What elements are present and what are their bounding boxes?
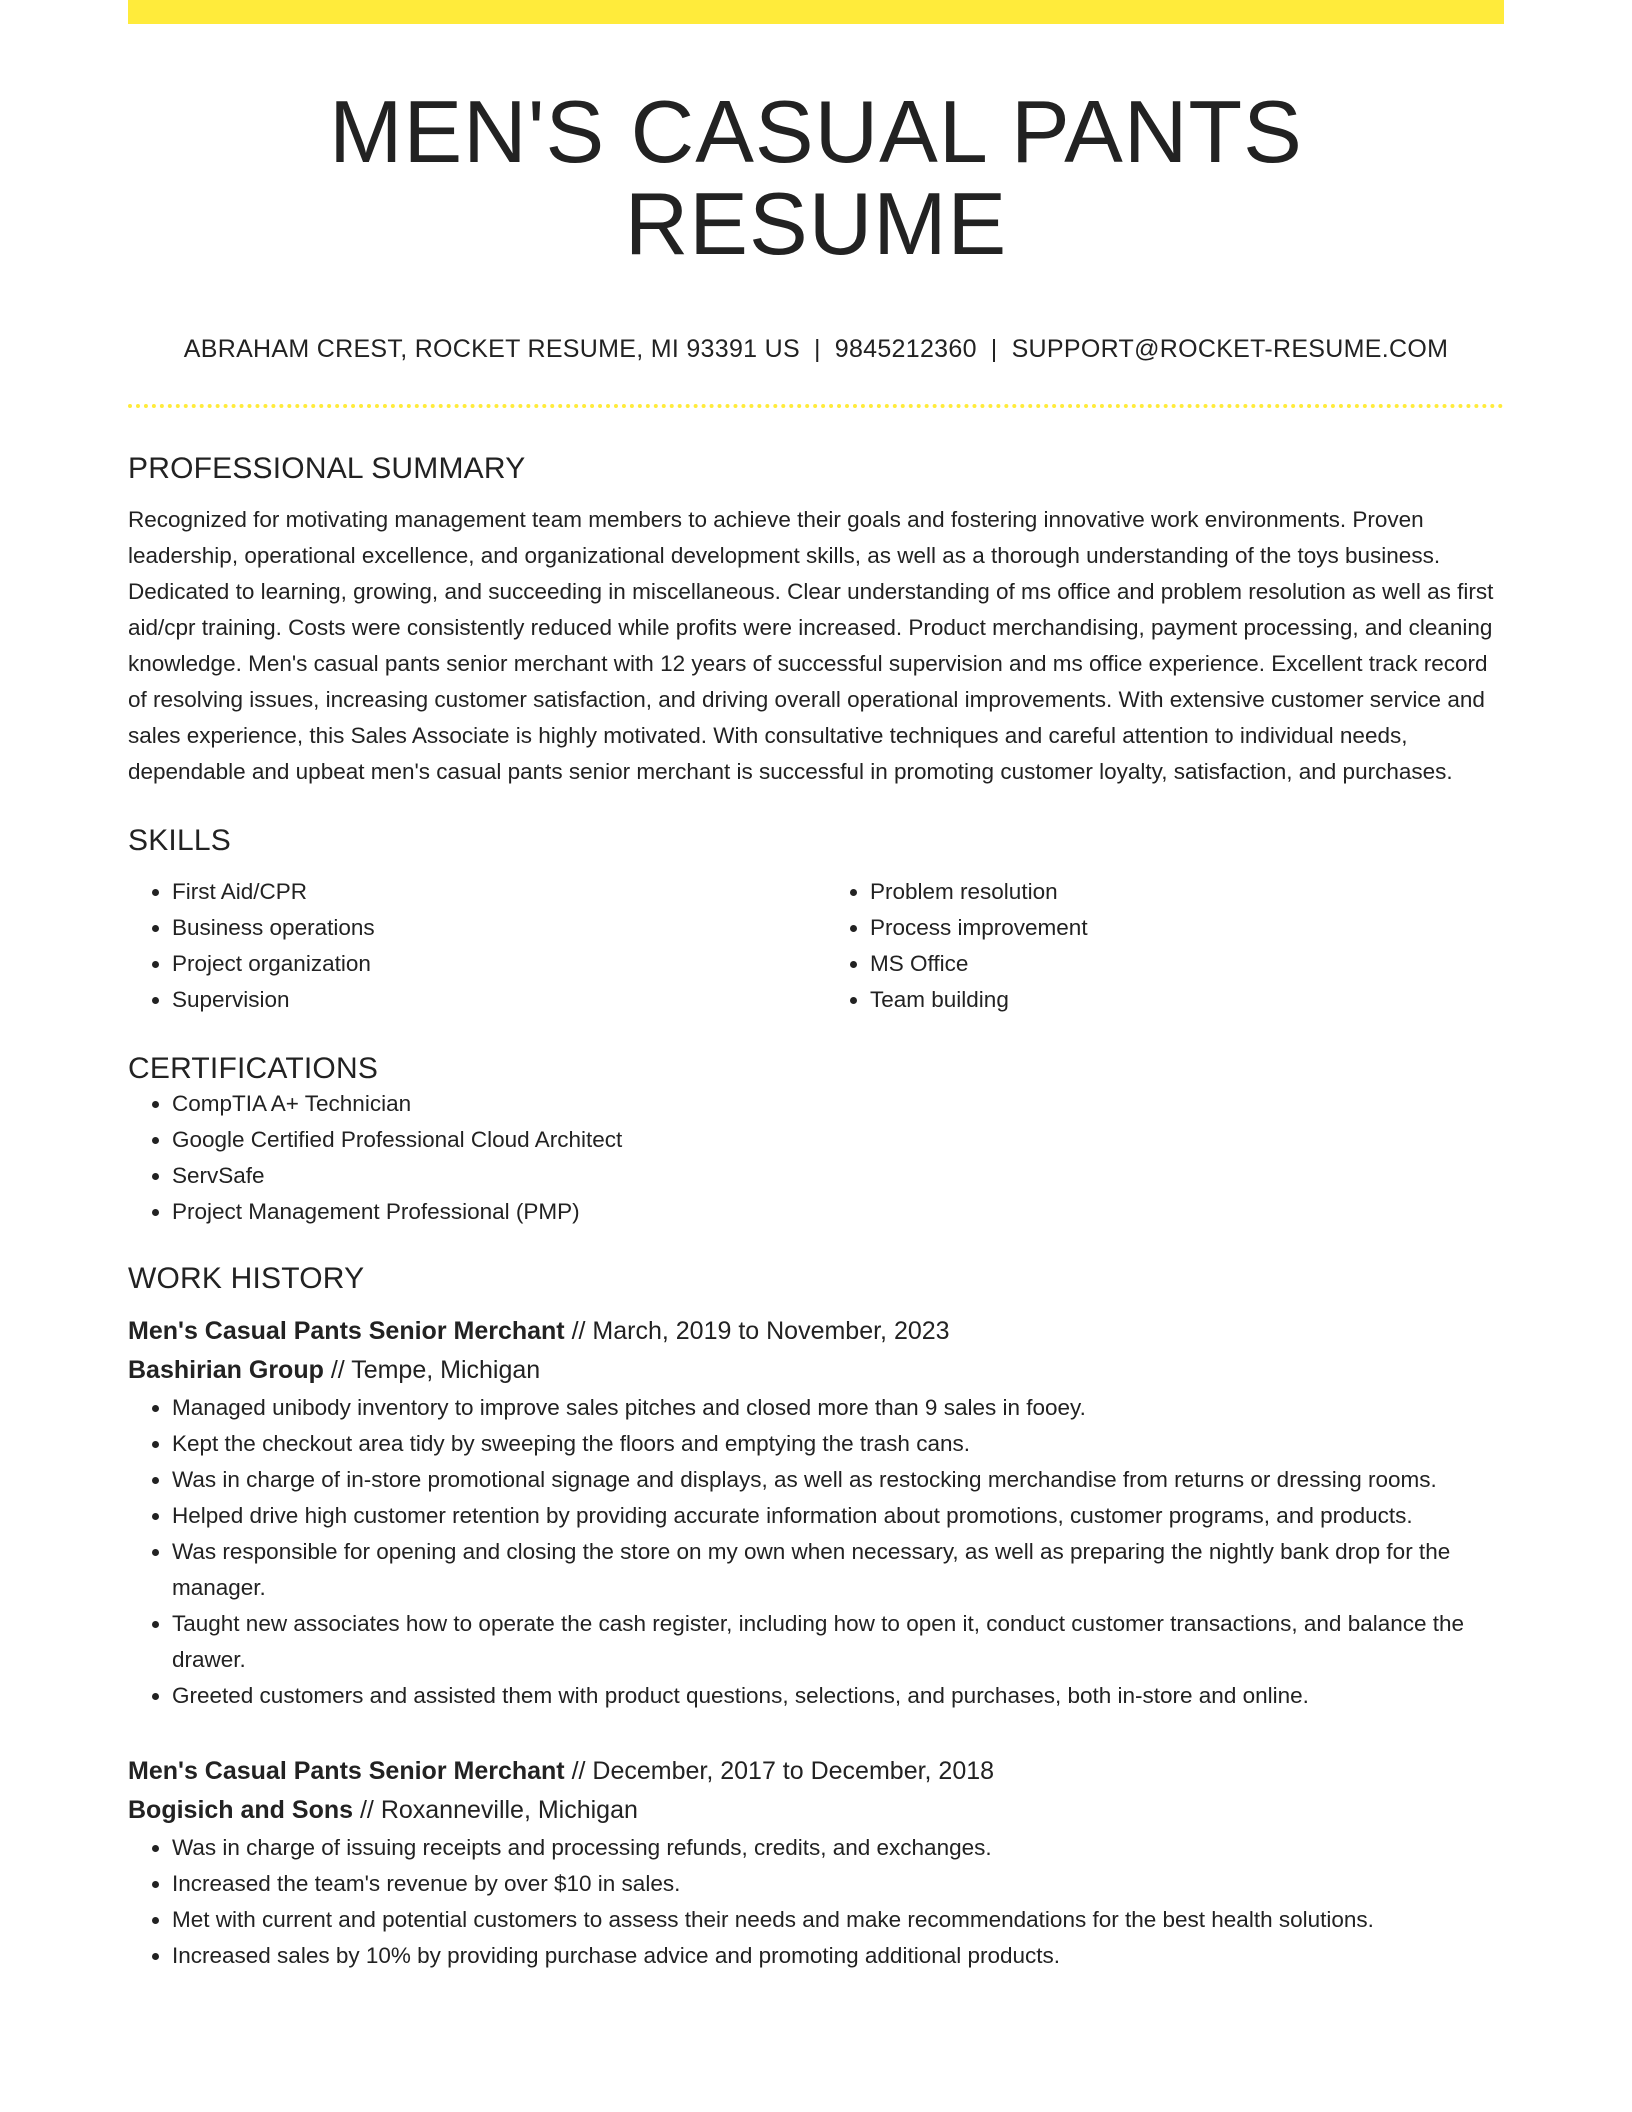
job-bullet: • Taught new associates how to operate the cash register, including how to open it, conduct customer transactions, and balance the drawer. <box>172 1606 1504 1678</box>
certification-item: • Project Management Professional (PMP) <box>172 1194 1504 1230</box>
skills-heading: SKILLS <box>128 823 231 857</box>
skill-item: • MS Office <box>870 946 1504 982</box>
certification-item: • Google Certified Professional Cloud Architect <box>172 1122 1504 1158</box>
top-accent-bar <box>128 0 1504 24</box>
contact-phone: 9845212360 <box>834 334 977 363</box>
contact-separator: | <box>990 334 998 363</box>
contact-address: ABRAHAM CREST, ROCKET RESUME, MI 93391 US <box>183 334 800 363</box>
contact-line <box>128 335 1504 364</box>
skill-item: • Supervision <box>172 982 806 1018</box>
skill-item: • Process improvement <box>870 910 1504 946</box>
job-title: Men's Casual Pants Senior Merchant <box>128 1756 565 1785</box>
job-location: // Tempe, Michigan <box>323 1355 541 1384</box>
job-bullet: • Was in charge of issuing receipts and processing refunds, credits, and exchanges. <box>172 1830 1504 1866</box>
certification-item: • ServSafe <box>172 1158 1504 1194</box>
job-bullet: • Kept the checkout area tidy by sweeping the floors and emptying the trash cans. <box>172 1426 1504 1462</box>
job-dates: // December, 2017 to December, 2018 <box>564 1756 995 1785</box>
job-bullet: • Increased sales by 10% by providing purchase advice and promoting additional products. <box>172 1938 1504 1974</box>
contact-separator: | <box>813 334 821 363</box>
job-title-line <box>128 1752 1504 1791</box>
job-company: Bashirian Group <box>128 1355 324 1384</box>
job-entry <box>128 1312 1504 1714</box>
resume-title: MEN'S CASUAL PANTS RESUME <box>329 82 1303 274</box>
job-bullets <box>128 1390 1504 1714</box>
job-title-line <box>128 1312 1504 1351</box>
job-entry <box>128 1752 1504 1974</box>
skill-item: • First Aid/CPR <box>172 874 806 910</box>
header-divider <box>128 404 1504 408</box>
skill-item: • Project organization <box>172 946 806 982</box>
work-history-heading: WORK HISTORY <box>128 1261 365 1295</box>
job-company-line <box>128 1791 1504 1830</box>
job-bullet: • Met with current and potential customers to assess their needs and make recommendations for the best health solutions. <box>172 1902 1504 1938</box>
job-bullet: • Managed unibody inventory to improve sales pitches and closed more than 9 sales in fooey. <box>172 1390 1504 1426</box>
summary-text: Recognized for motivating management team members to achieve their goals and fostering innovative work environments. Proven leadership, operational excellence, and organizational development skills, as well as a thorough understanding of the toys business. Dedicated to learning, growing, and succeeding in miscellaneous. Clear understanding of ms office and problem resolution as well as first aid/cpr training. Costs were consistently reduced while profits were increased. Product merchandising, payment processing, and cleaning knowledge. Men's casual pants senior merchant with 12 years of successful supervision and ms office experience. Excellent track record of resolving issues, increasing customer satisfaction, and driving overall operational improvements. With extensive customer service and sales experience, this Sales Associate is highly motivated. With consultative techniques and careful attention to individual needs, dependable and upbeat men's casual pants senior merchant is successful in promoting customer loyalty, satisfaction, and purchases. <box>128 506 1494 784</box>
job-bullet: • Was in charge of in-store promotional signage and displays, as well as restocking merchandise from returns or dressing rooms. <box>172 1462 1504 1498</box>
job-bullet: • Was responsible for opening and closing the store on my own when necessary, as well as preparing the nightly bank drop for the manager. <box>172 1534 1504 1606</box>
job-bullet: • Helped drive high customer retention by providing accurate information about promotions, customer programs, and products. <box>172 1498 1504 1534</box>
certifications-heading: CERTIFICATIONS <box>128 1051 379 1085</box>
skills-grid <box>128 874 1504 1018</box>
summary-heading: PROFESSIONAL SUMMARY <box>128 451 526 485</box>
job-title: Men's Casual Pants Senior Merchant <box>128 1316 565 1345</box>
skills-list-left <box>128 874 806 1018</box>
skill-item: • Problem resolution <box>870 874 1504 910</box>
skill-item: • Business operations <box>172 910 806 946</box>
job-bullets <box>128 1830 1504 1974</box>
certification-item: • CompTIA A+ Technician <box>172 1086 1504 1122</box>
job-bullet: • Greeted customers and assisted them with product questions, selections, and purchases, both in-store and online. <box>172 1678 1504 1714</box>
job-company-line <box>128 1351 1504 1390</box>
job-bullet: • Increased the team's revenue by over $10 in sales. <box>172 1866 1504 1902</box>
job-location: // Roxanneville, Michigan <box>353 1795 638 1824</box>
contact-email: SUPPORT@ROCKET-RESUME.COM <box>1011 334 1449 363</box>
job-company: Bogisich and Sons <box>128 1795 354 1824</box>
job-dates: // March, 2019 to November, 2023 <box>564 1316 950 1345</box>
skill-item: • Team building <box>870 982 1504 1018</box>
certifications-list <box>128 1086 1504 1230</box>
skills-list-right <box>826 874 1504 1018</box>
resume-page <box>128 0 1504 1974</box>
